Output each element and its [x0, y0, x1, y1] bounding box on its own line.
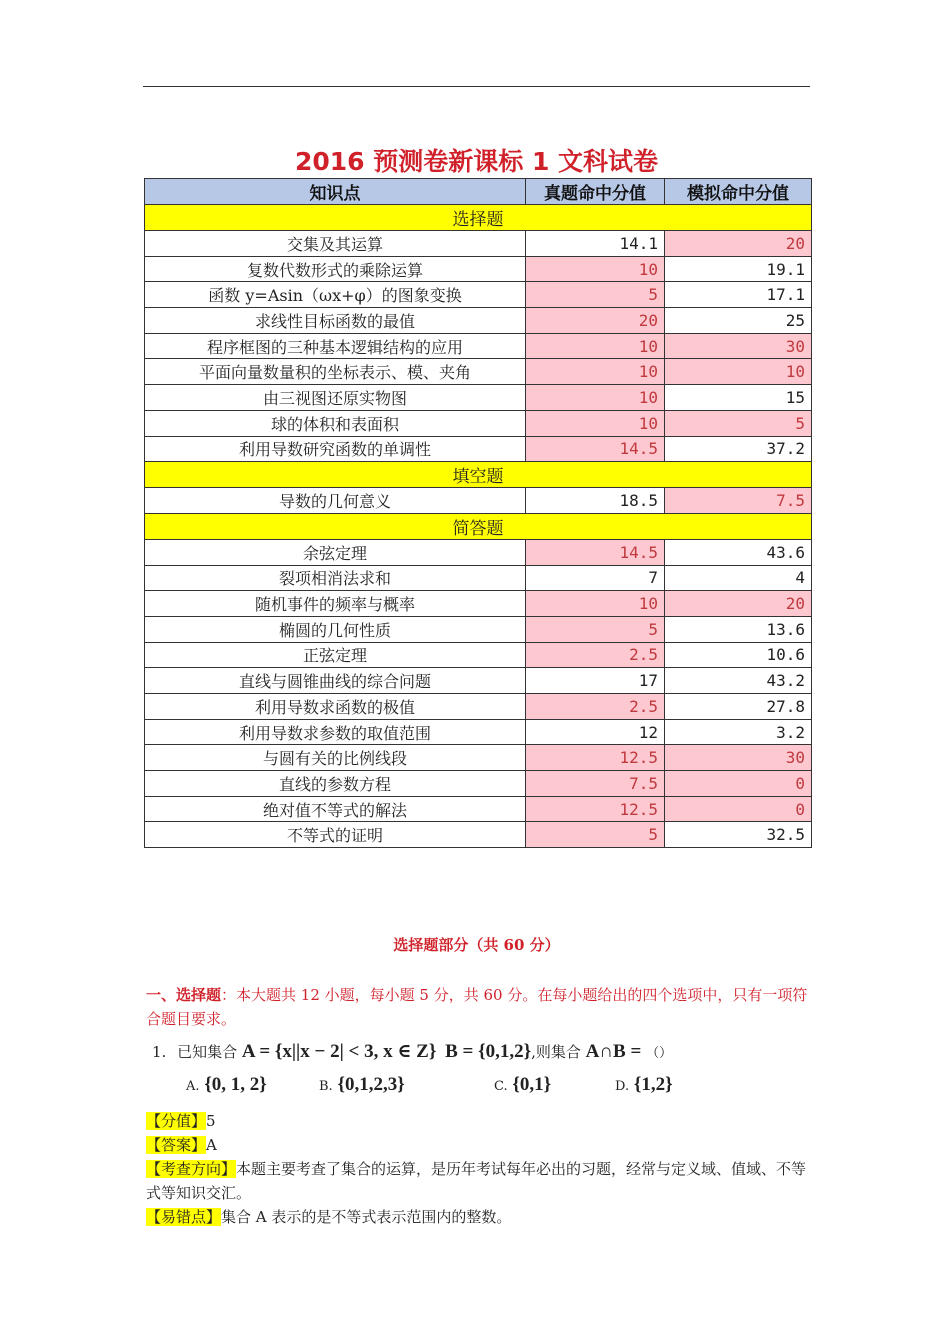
question-prefix: 已知集合 — [177, 1043, 238, 1061]
note-score-tag: 【分值】 — [146, 1112, 207, 1130]
note-pitfall-tag: 【易错点】 — [146, 1208, 222, 1226]
note-score — [146, 1109, 812, 1133]
option-c — [494, 1074, 551, 1096]
real-score-cell: 12.5 — [526, 796, 665, 822]
table-row — [145, 410, 812, 436]
table-row — [145, 385, 812, 411]
intro-lead: 一、选择题 — [146, 986, 222, 1004]
note-direction-tag: 【考查方向】 — [146, 1160, 237, 1178]
note-answer-tag: 【答案】 — [146, 1136, 207, 1154]
table-row — [145, 771, 812, 797]
sim-score-cell: 13.6 — [665, 616, 812, 642]
set-a-formula: A = {x||x − 2| < 3, x ∈ Z} — [241, 1041, 437, 1062]
sim-score-cell: 20 — [665, 591, 812, 617]
table-body — [145, 205, 812, 848]
sim-score-cell: 0 — [665, 771, 812, 797]
knowledge-point: 交集及其运算 — [145, 231, 526, 257]
answer-notes — [146, 1109, 812, 1229]
knowledge-point: 复数代数形式的乘除运算 — [145, 256, 526, 282]
section-label: 简答题 — [145, 513, 812, 539]
sim-score-cell: 43.2 — [665, 668, 812, 694]
knowledge-point: 函数 y=Asin（ωx+φ）的图象变换 — [145, 282, 526, 308]
real-score-cell: 5 — [526, 822, 665, 848]
question-number: 1. — [152, 1043, 167, 1061]
table-row — [145, 745, 812, 771]
table-row — [145, 256, 812, 282]
table-row — [145, 436, 812, 462]
real-score-cell: 7 — [526, 565, 665, 591]
sim-score-cell: 43.6 — [665, 539, 812, 565]
sim-score-cell: 15 — [665, 385, 812, 411]
real-score-cell: 10 — [526, 359, 665, 385]
sim-score-cell: 5 — [665, 410, 812, 436]
answer-paren: （） — [646, 1046, 673, 1061]
table-row — [145, 694, 812, 720]
real-score-cell: 7.5 — [526, 771, 665, 797]
table-row — [145, 668, 812, 694]
knowledge-point: 利用导数研究函数的单调性 — [145, 436, 526, 462]
sim-score-cell: 3.2 — [665, 719, 812, 745]
knowledge-point: 由三视图还原实物图 — [145, 385, 526, 411]
sim-score-cell: 20 — [665, 231, 812, 257]
knowledge-point: 直线与圆锥曲线的综合问题 — [145, 668, 526, 694]
note-pitfall — [146, 1205, 812, 1229]
sim-score-cell: 10.6 — [665, 642, 812, 668]
table-row — [145, 333, 812, 359]
real-score-cell: 10 — [526, 591, 665, 617]
real-score-cell: 10 — [526, 410, 665, 436]
sim-score-cell: 25 — [665, 308, 812, 334]
section-label: 填空题 — [145, 462, 812, 488]
table-row — [145, 359, 812, 385]
intersection-formula: A∩B = — [585, 1041, 642, 1062]
knowledge-point: 不等式的证明 — [145, 822, 526, 848]
real-score-cell: 2.5 — [526, 642, 665, 668]
note-score-text: 5 — [206, 1112, 216, 1130]
note-pitfall-text: 集合 A 表示的是不等式表示范围内的整数。 — [221, 1208, 512, 1226]
option-a-value: {0, 1, 2} — [204, 1074, 267, 1095]
sim-score-cell: 32.5 — [665, 822, 812, 848]
real-score-cell: 17 — [526, 668, 665, 694]
knowledge-point: 裂项相消法求和 — [145, 565, 526, 591]
header-sim-score: 模拟命中分值 — [665, 179, 812, 205]
table-row — [145, 591, 812, 617]
table-row — [145, 565, 812, 591]
option-d — [615, 1074, 673, 1096]
sim-score-cell: 30 — [665, 333, 812, 359]
real-score-cell: 5 — [526, 616, 665, 642]
knowledge-point: 椭圆的几何性质 — [145, 616, 526, 642]
table-row — [145, 308, 812, 334]
option-a — [186, 1074, 267, 1096]
knowledge-point: 求线性目标函数的最值 — [145, 308, 526, 334]
section-row — [145, 462, 812, 488]
real-score-cell: 10 — [526, 385, 665, 411]
real-score-cell: 20 — [526, 308, 665, 334]
real-score-cell: 10 — [526, 256, 665, 282]
knowledge-point: 余弦定理 — [145, 539, 526, 565]
note-direction — [146, 1157, 812, 1205]
section-row — [145, 205, 812, 231]
section-row — [145, 513, 812, 539]
table-row — [145, 642, 812, 668]
option-d-value: {1,2} — [633, 1074, 673, 1095]
sim-score-cell: 0 — [665, 796, 812, 822]
knowledge-point: 与圆有关的比例线段 — [145, 745, 526, 771]
sim-score-cell: 27.8 — [665, 694, 812, 720]
note-direction-text: 本题主要考查了集合的运算，是历年考试每年必出的习题，经常与定义域、值域、不等式等知识交汇。 — [146, 1160, 807, 1202]
table-row — [145, 796, 812, 822]
option-c-label: C. — [494, 1079, 508, 1094]
table-header-row — [145, 179, 812, 205]
real-score-cell: 2.5 — [526, 694, 665, 720]
sim-score-cell: 10 — [665, 359, 812, 385]
real-score-cell: 14.5 — [526, 436, 665, 462]
knowledge-point: 直线的参数方程 — [145, 771, 526, 797]
intro-text: ：本大题共 12 小题，每小题 5 分，共 60 分。在每小题给出的四个选项中，只有一项符合题目要求。 — [146, 986, 808, 1028]
section-label: 选择题 — [145, 205, 812, 231]
knowledge-point: 利用导数求函数的极值 — [145, 694, 526, 720]
option-b-label: B. — [319, 1079, 333, 1094]
real-score-cell: 14.1 — [526, 231, 665, 257]
option-d-label: D. — [615, 1079, 630, 1094]
option-b — [319, 1074, 405, 1096]
note-answer — [146, 1133, 812, 1157]
real-score-cell: 14.5 — [526, 539, 665, 565]
knowledge-point: 平面向量数量积的坐标表示、模、夹角 — [145, 359, 526, 385]
option-b-value: {0,1,2,3} — [337, 1074, 405, 1095]
knowledge-point: 利用导数求参数的取值范围 — [145, 719, 526, 745]
table-row — [145, 719, 812, 745]
knowledge-point: 球的体积和表面积 — [145, 410, 526, 436]
sim-score-cell: 30 — [665, 745, 812, 771]
sim-score-cell: 17.1 — [665, 282, 812, 308]
sim-score-cell: 7.5 — [665, 488, 812, 514]
knowledge-point: 导数的几何意义 — [145, 488, 526, 514]
sim-score-cell: 37.2 — [665, 436, 812, 462]
knowledge-point: 正弦定理 — [145, 642, 526, 668]
table-row — [145, 282, 812, 308]
header-knowledge: 知识点 — [145, 179, 526, 205]
section-heading: 选择题部分（共 60 分） — [393, 936, 560, 954]
question-middle: ,则集合 — [531, 1043, 581, 1061]
option-c-value: {0,1} — [512, 1074, 552, 1095]
real-score-cell: 12 — [526, 719, 665, 745]
document-title: 2016 预测卷新课标 1 文科试卷 — [294, 147, 659, 176]
score-table — [144, 178, 812, 848]
knowledge-point: 绝对值不等式的解法 — [145, 796, 526, 822]
table-row — [145, 231, 812, 257]
table-row — [145, 539, 812, 565]
sim-score-cell: 4 — [665, 565, 812, 591]
header-real-score: 真题命中分值 — [526, 179, 665, 205]
set-b-formula: B = {0,1,2} — [445, 1041, 532, 1062]
option-a-label: A. — [186, 1079, 200, 1094]
table-row — [145, 488, 812, 514]
knowledge-point: 程序框图的三种基本逻辑结构的应用 — [145, 333, 526, 359]
table-row — [145, 822, 812, 848]
note-answer-text: A — [206, 1136, 217, 1154]
choice-intro — [146, 983, 812, 1031]
real-score-cell: 18.5 — [526, 488, 665, 514]
table-row — [145, 616, 812, 642]
real-score-cell: 12.5 — [526, 745, 665, 771]
real-score-cell: 10 — [526, 333, 665, 359]
knowledge-point: 随机事件的频率与概率 — [145, 591, 526, 617]
sim-score-cell: 19.1 — [665, 256, 812, 282]
real-score-cell: 5 — [526, 282, 665, 308]
question-1 — [152, 1040, 672, 1063]
header-rule — [143, 86, 810, 87]
